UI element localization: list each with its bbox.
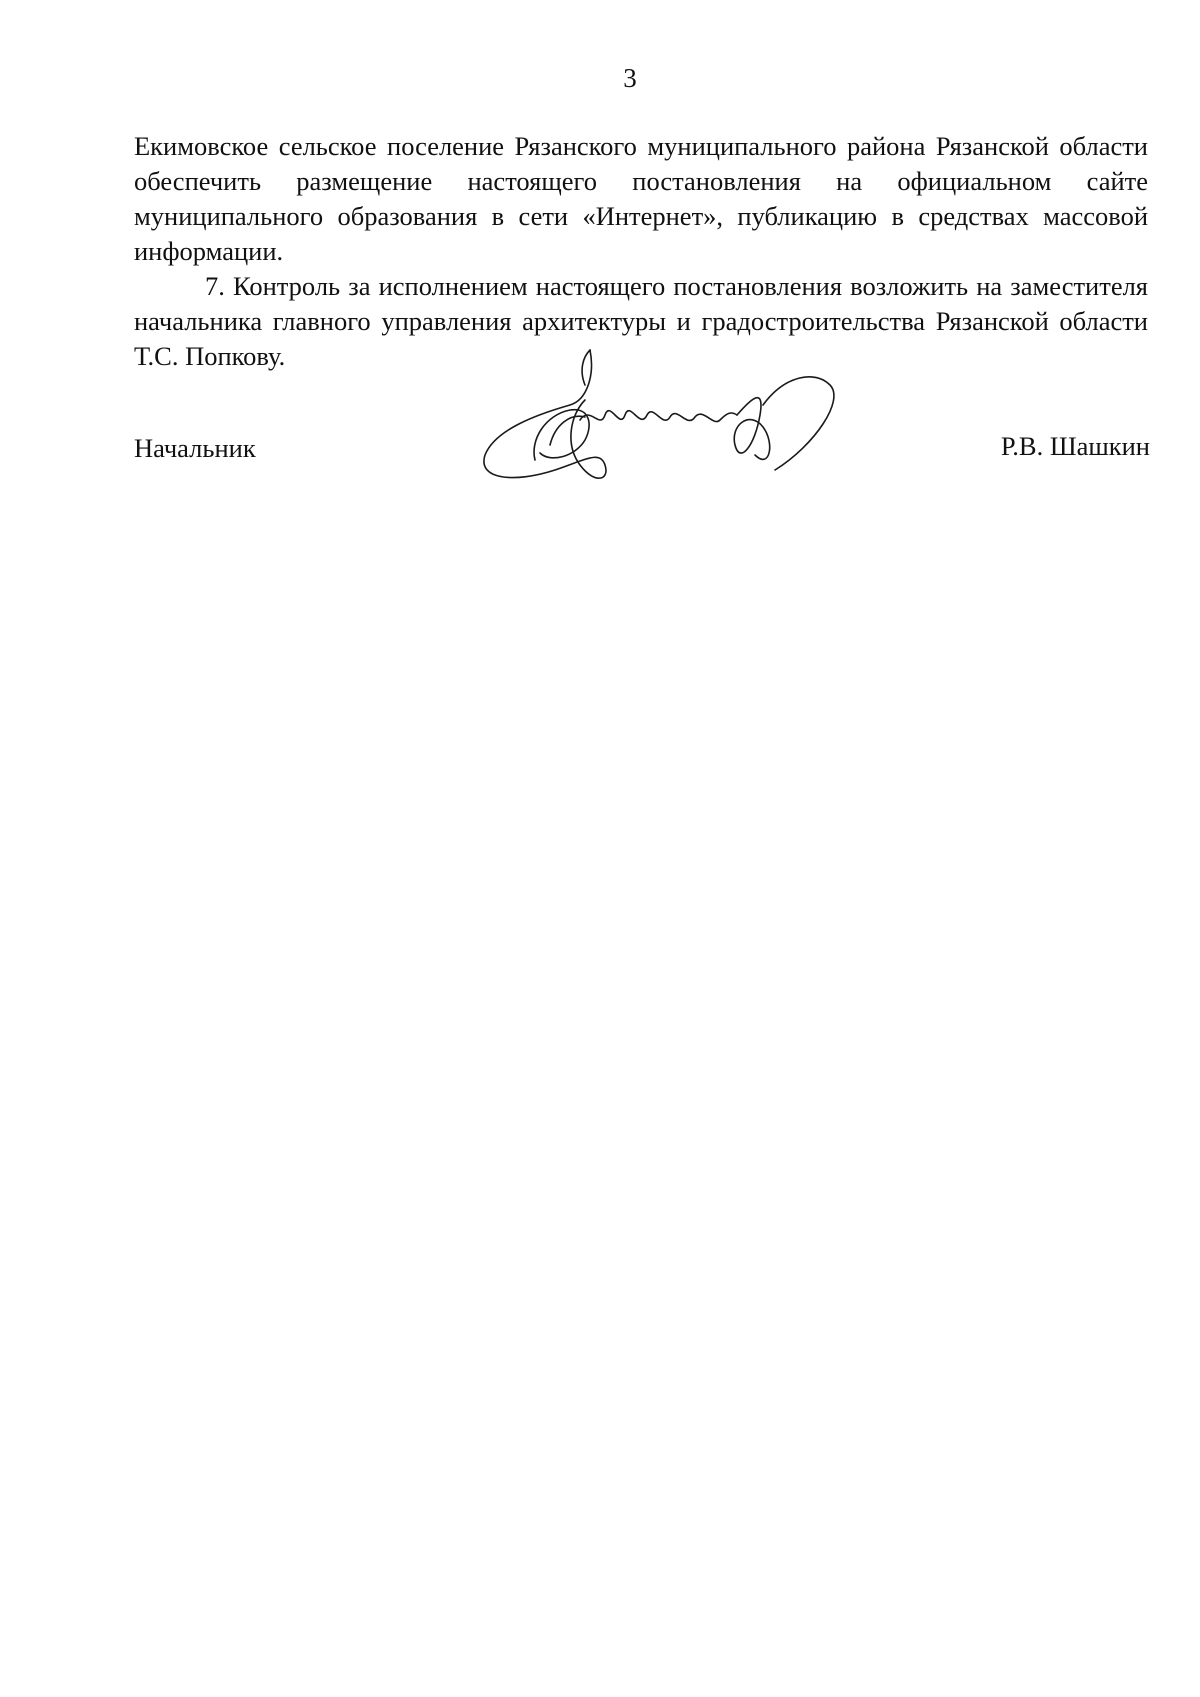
handwritten-signature (475, 345, 895, 520)
signatory-title: Начальник (134, 433, 256, 463)
paragraph-item-7: 7. Контроль за исполнением настоящего постановления возложить на заместителя начальника главного управления архитектуры и градостроительства Рязанской области Т.С. Попкову. (134, 271, 1148, 371)
page-number: 3 (623, 63, 637, 93)
paragraph-publication: Екимовское сельское поселение Рязанского муниципального района Рязанской области обеспечить размещение настоящего постановления на официальном сайте муниципального образования в сети «Интернет», публикацию в средствах массовой информации. (134, 131, 1148, 266)
signatory-name: Р.В. Шашкин (1000, 431, 1150, 461)
